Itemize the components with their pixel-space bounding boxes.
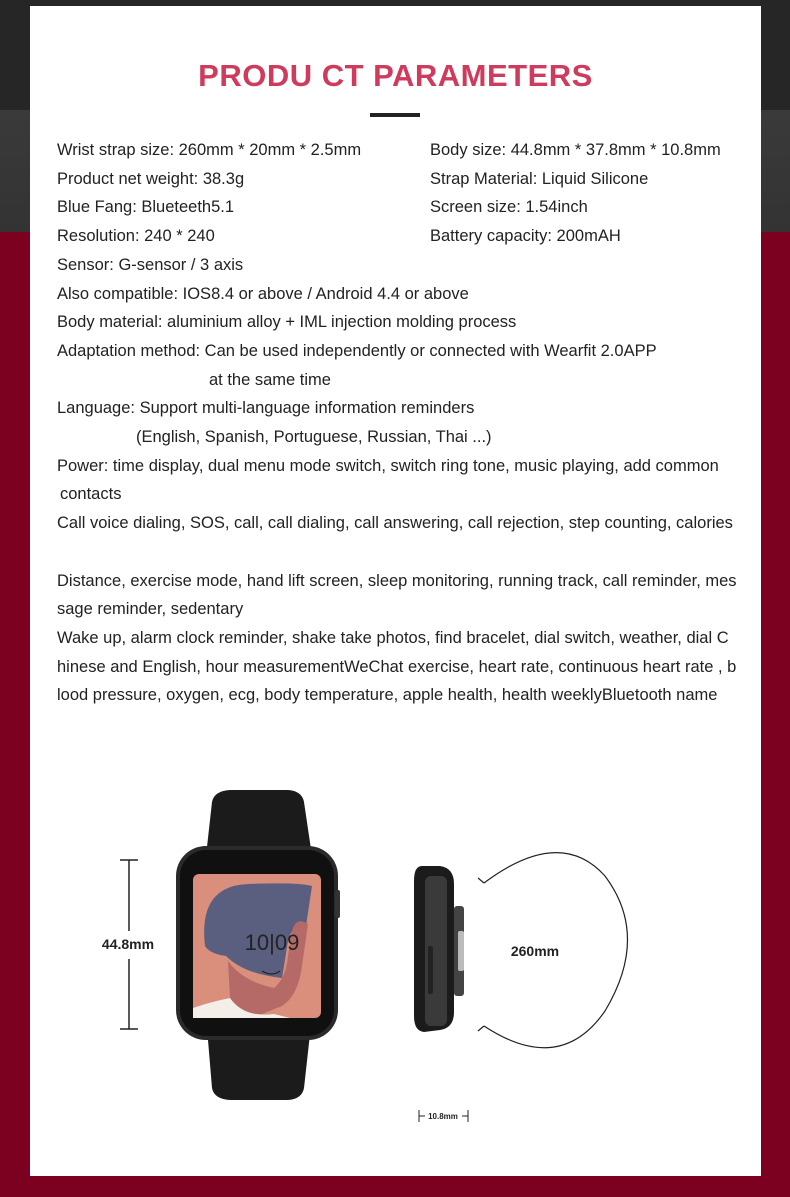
spec-compatible: Also compatible: IOS8.4 or above / Android 4.4 or above — [57, 284, 469, 303]
spec-battery: Battery capacity: 200mAH — [430, 227, 621, 246]
spec-power-cont: contacts — [60, 485, 122, 504]
thickness-dimension — [419, 1110, 468, 1122]
spec-sensor: Sensor: G-sensor / 3 axis — [57, 255, 244, 274]
spec-list — [57, 136, 737, 710]
spec-power: Power: time display, dual menu mode switch, switch ring tone, music playing, add common — [57, 456, 719, 475]
product-parameters-card — [30, 6, 761, 1176]
spec-distance: Distance, exercise mode, hand lift screen, sleep monitoring, running track, call reminder, message reminder, sedentary — [57, 571, 737, 619]
watch-time: 10|09 — [244, 930, 300, 955]
strap-length-label: 260mm — [510, 943, 560, 959]
spec-wrist-strap: Wrist strap size: 260mm * 20mm * 2.5mm — [57, 141, 362, 159]
watch-dimension-figure — [30, 766, 761, 1146]
spec-adaptation-cont: at the same time — [209, 370, 331, 389]
strap-dimension — [478, 853, 628, 1048]
spec-row — [57, 165, 737, 194]
spec-bluetooth: Blue Fang: Blueteeth5.1 — [57, 198, 235, 217]
spec-language-cont: (English, Spanish, Portuguese, Russian, Thai ...) — [136, 428, 492, 447]
title-underline — [370, 113, 420, 117]
spec-net-weight: Product net weight: 38.3g — [57, 169, 245, 188]
spec-resolution: Resolution: 240 * 240 — [57, 227, 215, 246]
spec-adaptation: Adaptation method: Can be used independently or connected with Wearfit 2.0APP — [57, 341, 657, 360]
watch-front-image — [176, 790, 340, 1100]
watch-side-image — [414, 866, 464, 1032]
page-title: PRODU CT PARAMETERS — [198, 58, 593, 93]
spec-language: Language: Support multi-language information reminders — [57, 399, 475, 418]
height-label: 44.8mm — [101, 936, 155, 952]
spec-row — [57, 222, 737, 251]
spec-body-size: Body size: 44.8mm * 37.8mm * 10.8mm — [430, 141, 721, 159]
spacer — [57, 538, 737, 567]
spec-strap-material: Strap Material: Liquid Silicone — [430, 169, 649, 188]
thickness-label: 10.8mm — [428, 1112, 458, 1121]
spec-call: Call voice dialing, SOS, call, call dialing, call answering, call rejection, step counting, calories — [57, 514, 733, 533]
spec-row — [57, 136, 737, 165]
height-dimension — [102, 860, 154, 1029]
spec-wakeup: Wake up, alarm clock reminder, shake take photos, find bracelet, dial switch, weather, dial Chinese and English, hour measurementWeChat exercise, heart rate, continuous heart rate , blood pressure, oxygen, ecg, body temperature, apple health, health weeklyBluetooth name — [57, 628, 737, 705]
spec-row — [57, 193, 737, 222]
spec-body-material: Body material: aluminium alloy + IML injection molding process — [57, 313, 517, 332]
spec-screen-size: Screen size: 1.54inch — [430, 198, 588, 217]
